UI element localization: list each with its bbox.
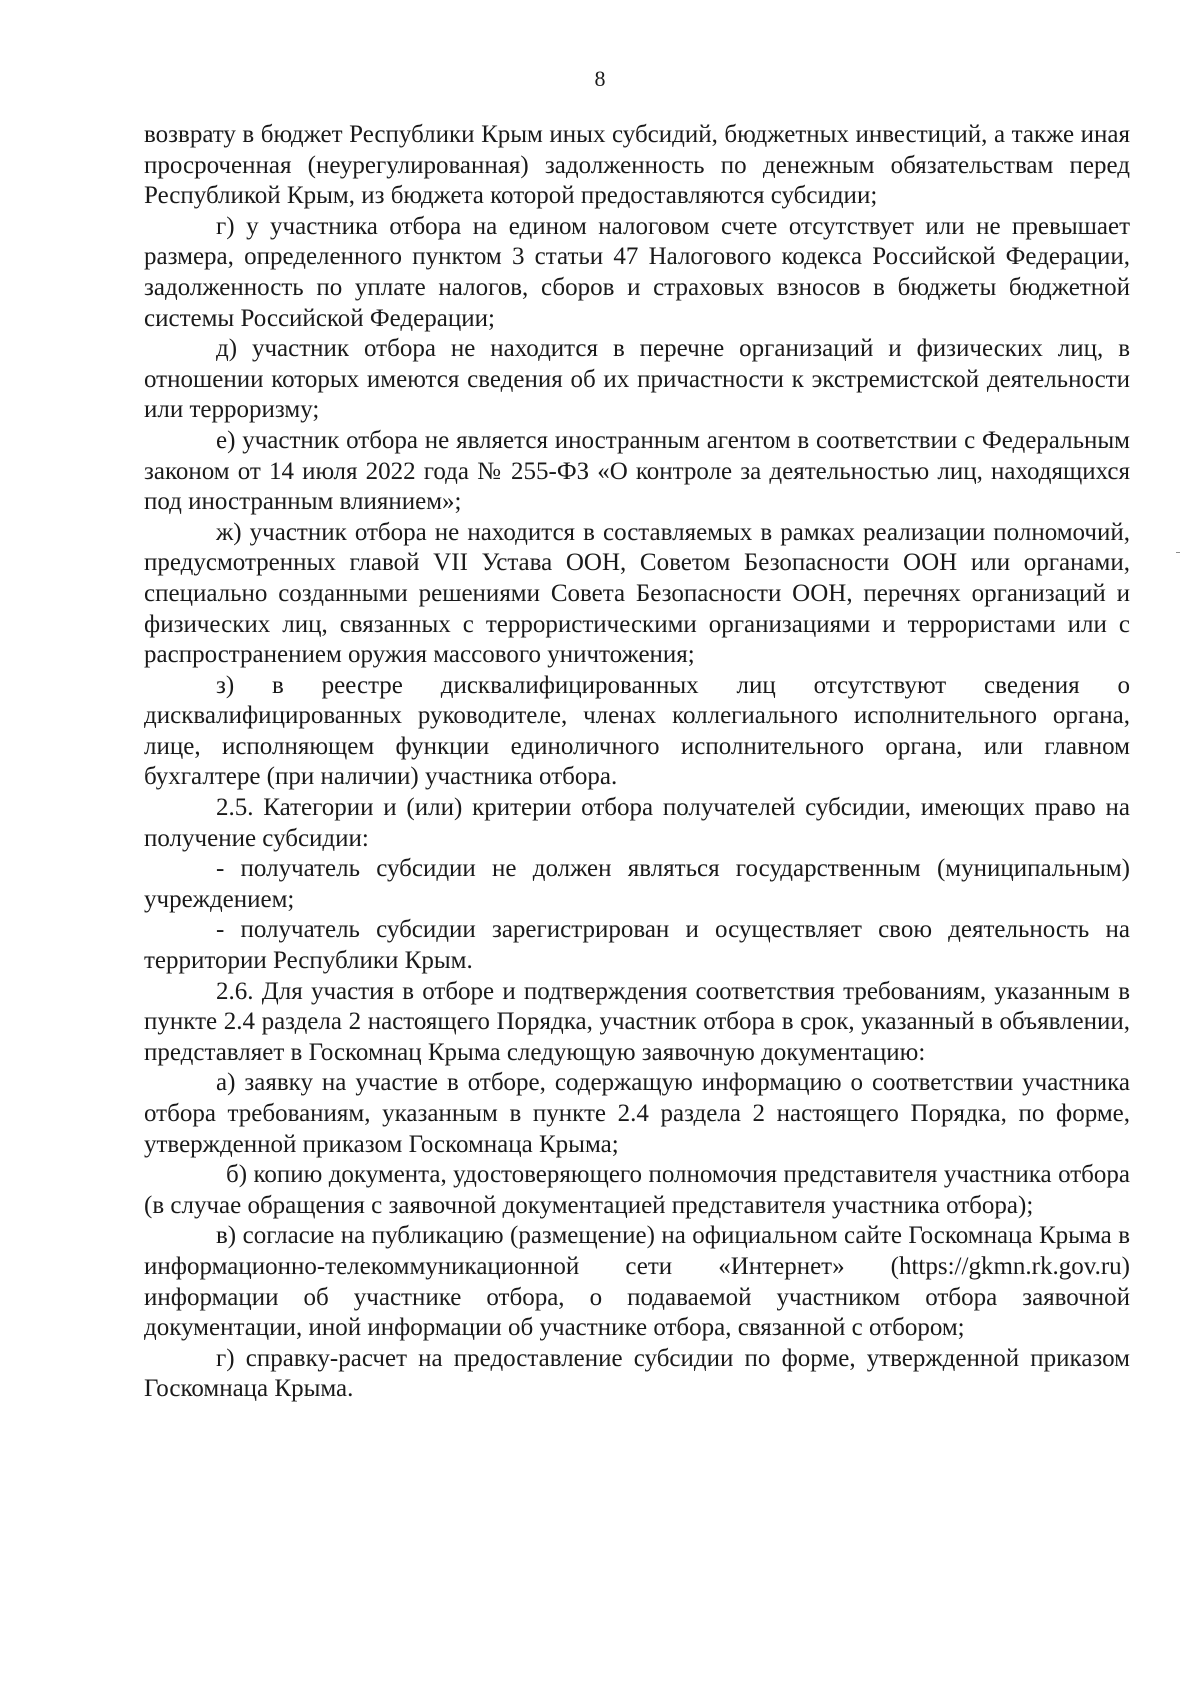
paragraph-continuation: возврату в бюджет Республики Крым иных субсидий, бюджетных инвестиций, а также иная просроченная (неурегулированная) задолженность по денежным обязательствам перед Республикой Крым, из бюджета которой предоставляются субсидии;	[144, 121, 1130, 210]
paragraph-item-z-disqualified: з) в реестре дисквалифицированных лиц отсутствуют сведения о дисквалифицированных руководителе, членах коллегиального исполнительного органа, лице, исполняющем функции единоличного исполнительного органа, или главном бухгалтере (при наличии) участника отбора.	[144, 671, 1130, 791]
paragraph-doc-b-authority: б) копию документа, удостоверяющего полномочия представителя участника отбора (в случае обращения с заявочной документацией представителя участника отбора);	[144, 1161, 1130, 1219]
paragraph-item-g-tax-debt: г) у участника отбора на едином налоговом счете отсутствует или не превышает размера, определенного пунктом 3 статьи 47 Налогового кодекса Российской Федерации, задолженность по уплате налогов, сборов и страховых взносов в бюджеты бюджетной системы Российской Федерации;	[144, 212, 1130, 332]
paragraph-criterion-1: - получатель субсидии не должен являться государственным (муниципальным) учреждением;	[144, 855, 1130, 913]
document-body	[144, 120, 1130, 1405]
paragraph-criterion-2: - получатель субсидии зарегистрирован и осуществляет свою деятельность на территории Республики Крым.	[144, 916, 1130, 975]
paragraph-doc-a-application: а) заявку на участие в отборе, содержащую информацию о соответствии участника отбора требованиям, указанным в пункте 2.4 раздела 2 настоящего Порядка, по форме, утвержденной приказом Госкомнаца Крыма;	[144, 1069, 1130, 1158]
page-number: 8	[594, 66, 606, 91]
paragraph-section-2-6: 2.6. Для участия в отборе и подтверждения соответствия требованиям, указанным в пункте 2.4 раздела 2 настоящего Порядка, участник отбора в срок, указанный в объявлении, представляет в Госкомнац Крыма следующую заявочную документацию:	[144, 977, 1130, 1066]
paragraph-item-e-foreign-agent: е) участник отбора не является иностранным агентом в соответствии с Федеральным законом от 14 июля 2022 года № 255-ФЗ «О контроле за деятельностью лиц, находящихся под иностранным влиянием»;	[144, 426, 1130, 516]
paragraph-item-d-extremism: д) участник отбора не находится в перечне организаций и физических лиц, в отношении которых имеются сведения об их причастности к экстремистской деятельности или терроризму;	[144, 335, 1130, 424]
scan-artifact-mark	[1176, 552, 1180, 553]
paragraph-doc-g-calculation: г) справку-расчет на предоставление субсидии по форме, утвержденной приказом Госкомнаца Крыма.	[144, 1344, 1130, 1403]
paragraph-item-zh-un-lists: ж) участник отбора не находится в составляемых в рамках реализации полномочий, предусмотренных главой VII Устава ООН, Советом Безопасности ООН или органами, специально созданными решениями Совета Безопасности ООН, перечнях организаций и физических лиц, связанных с террористическими организациями и террористами или с распространением оружия массового уничтожения;	[144, 518, 1130, 669]
paragraph-section-2-5: 2.5. Категории и (или) критерии отбора получателей субсидии, имеющих право на получение субсидии:	[144, 794, 1130, 852]
paragraph-doc-v-consent: в) согласие на публикацию (размещение) на официальном сайте Госкомнаца Крыма в информационно-телекоммуникационной сети «Интернет» (https://gkmn.rk.gov.ru) информации об участнике отбора, о подаваемой участником отбора заявочной документации, иной информации об участнике отбора, связанной с отбором;	[144, 1222, 1130, 1342]
